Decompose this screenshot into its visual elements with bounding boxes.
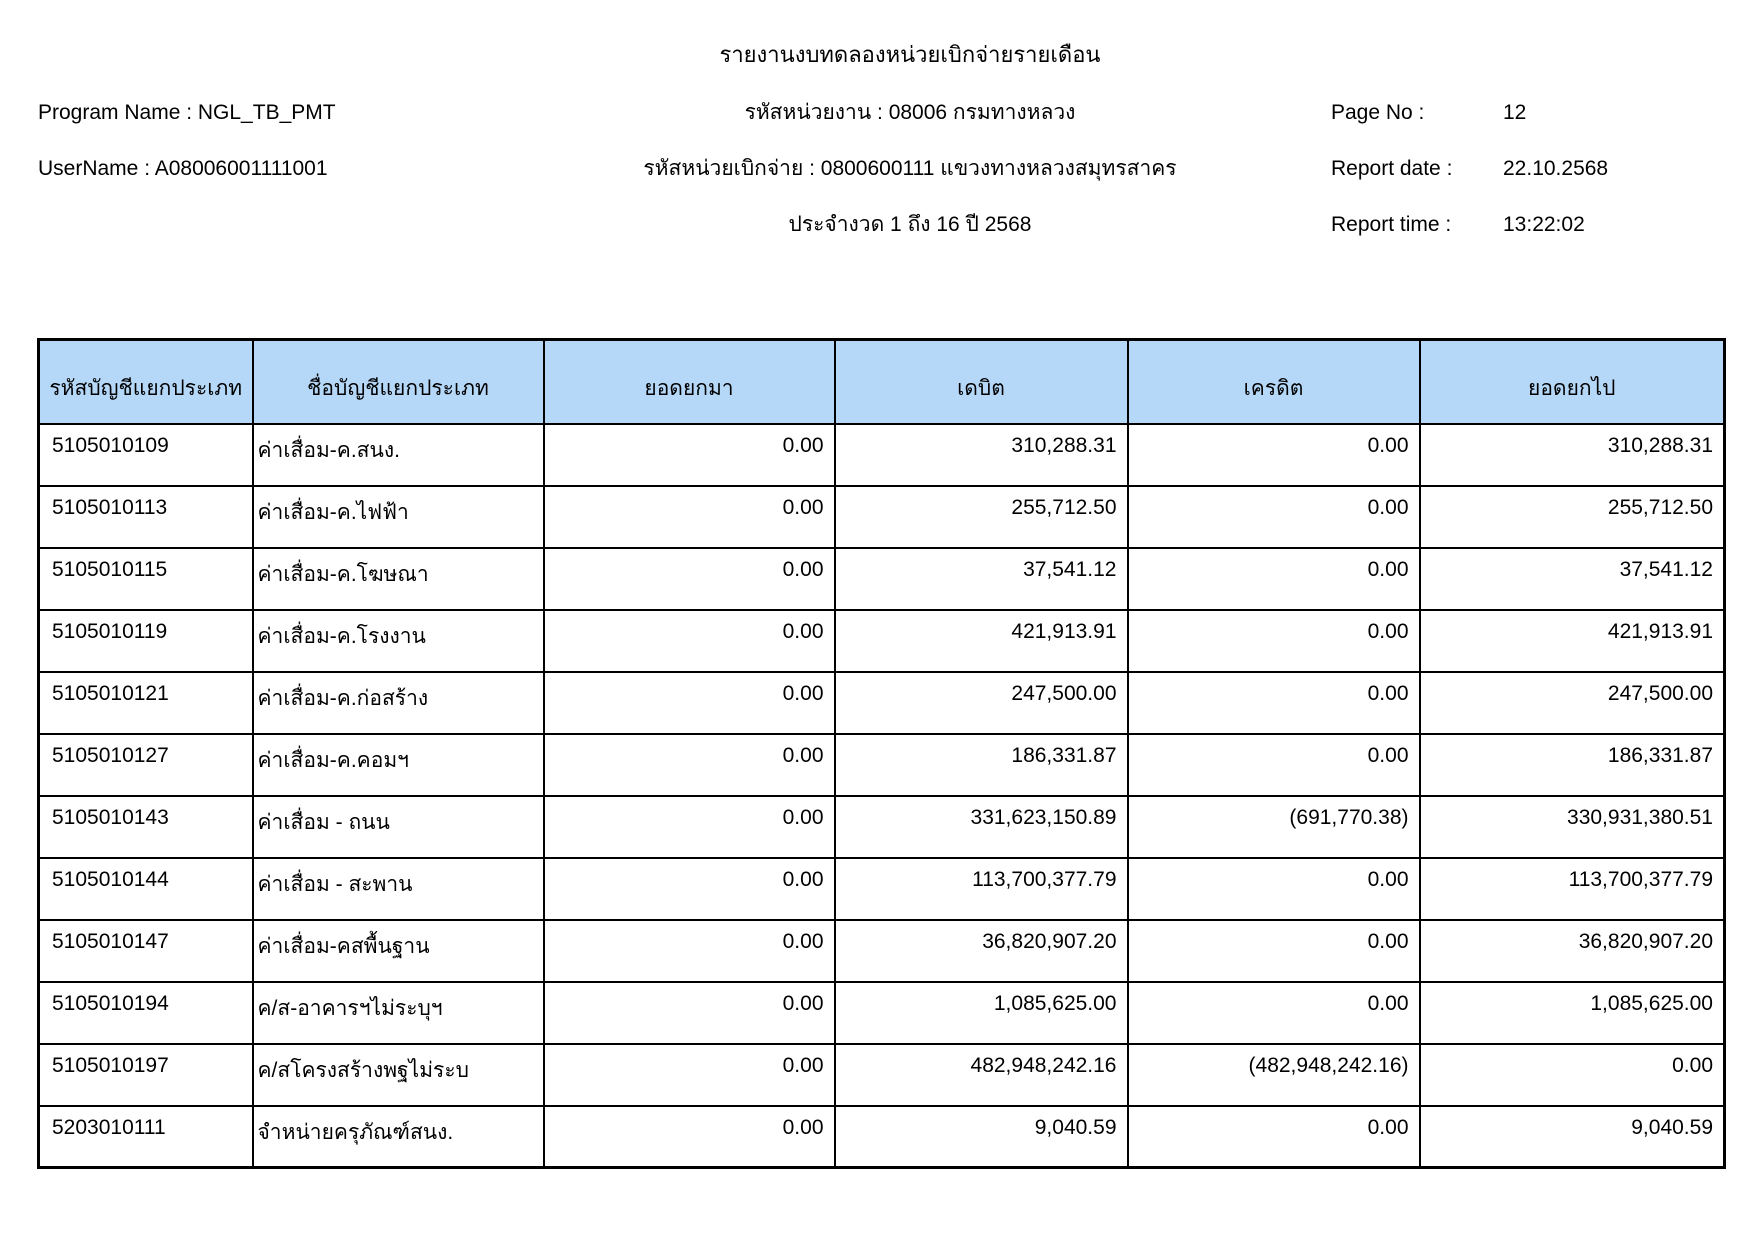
account-code-cell: 5105010121 [39,672,253,734]
balance-brought-forward-cell: 0.00 [544,920,835,982]
account-name-cell: ค่าเสื่อม-ค.โฆษณา [253,548,544,610]
account-code-cell: 5105010194 [39,982,253,1044]
report-date-label: Report date : [1331,157,1453,180]
account-code-cell: 5105010115 [39,548,253,610]
balance-brought-forward-cell: 0.00 [544,548,835,610]
credit-cell: 0.00 [1128,920,1420,982]
balance-brought-forward-cell: 0.00 [544,982,835,1044]
balance-brought-forward-cell: 0.00 [544,486,835,548]
debit-cell: 247,500.00 [835,672,1128,734]
trial-balance-table [37,338,1726,1169]
balance-brought-forward-cell: 0.00 [544,672,835,734]
table-row [39,796,1725,858]
debit-cell: 37,541.12 [835,548,1128,610]
report-date-value: 22.10.2568 [1503,157,1609,180]
credit-cell: (482,948,242.16) [1128,1044,1420,1106]
table-row [39,1044,1725,1106]
period-line: ประจำงวด 1 ถึง 16 ปี 2568 [788,213,1032,236]
balance-carried-forward-cell: 186,331.87 [1420,734,1725,796]
table-row [39,734,1725,796]
credit-cell: 0.00 [1128,424,1420,486]
balance-brought-forward-cell: 0.00 [544,610,835,672]
column-header-credit: เครดิต [1128,340,1420,424]
credit-cell: 0.00 [1128,1106,1420,1168]
balance-carried-forward-cell: 0.00 [1420,1044,1725,1106]
debit-cell: 255,712.50 [835,486,1128,548]
account-name-cell: ค่าเสื่อม-ค.สนง. [253,424,544,486]
column-header-debit: เดบิต [835,340,1128,424]
balance-carried-forward-cell: 247,500.00 [1420,672,1725,734]
account-name-cell: ค่าเสื่อม-ค.ไฟฟ้า [253,486,544,548]
credit-cell: 0.00 [1128,486,1420,548]
table-row [39,486,1725,548]
account-name-cell: ค/สโครงสร้างพฐไม่ระบ [253,1044,544,1106]
column-header-account-name: ชื่อบัญชีแยกประเภท [253,340,544,424]
debit-cell: 482,948,242.16 [835,1044,1128,1106]
page-title: รายงานงบทดลองหน่วยเบิกจ่ายรายเดือน [719,42,1101,67]
balance-brought-forward-cell: 0.00 [544,858,835,920]
account-name-cell: ค่าเสื่อม - ถนน [253,796,544,858]
balance-brought-forward-cell: 0.00 [544,424,835,486]
account-name-cell: ค่าเสื่อม-ค.คอมฯ [253,734,544,796]
column-header-account-code: รหัสบัญชีแยกประเภท [39,340,253,424]
balance-carried-forward-cell: 255,712.50 [1420,486,1725,548]
debit-cell: 421,913.91 [835,610,1128,672]
table-row [39,548,1725,610]
balance-carried-forward-cell: 36,820,907.20 [1420,920,1725,982]
balance-carried-forward-cell: 310,288.31 [1420,424,1725,486]
balance-carried-forward-cell: 421,913.91 [1420,610,1725,672]
credit-cell: 0.00 [1128,672,1420,734]
credit-cell: 0.00 [1128,610,1420,672]
account-code-cell: 5203010111 [39,1106,253,1168]
account-code-cell: 5105010147 [39,920,253,982]
balance-carried-forward-cell: 113,700,377.79 [1420,858,1725,920]
credit-cell: 0.00 [1128,734,1420,796]
balance-brought-forward-cell: 0.00 [544,1106,835,1168]
account-code-cell: 5105010127 [39,734,253,796]
debit-cell: 331,623,150.89 [835,796,1128,858]
agency-code-line: รหัสหน่วยงาน : 08006 กรมทางหลวง [744,101,1076,124]
account-name-cell: ค่าเสื่อม-ค.ก่อสร้าง [253,672,544,734]
account-code-cell: 5105010143 [39,796,253,858]
column-header-balance-brought-forward: ยอดยกมา [544,340,835,424]
balance-brought-forward-cell: 0.00 [544,734,835,796]
account-code-cell: 5105010119 [39,610,253,672]
account-name-cell: ค่าเสื่อม-ค.โรงงาน [253,610,544,672]
credit-cell: (691,770.38) [1128,796,1420,858]
credit-cell: 0.00 [1128,982,1420,1044]
program-name: Program Name : NGL_TB_PMT [38,101,336,124]
table-row [39,424,1725,486]
report-time-label: Report time : [1331,213,1452,236]
credit-cell: 0.00 [1128,858,1420,920]
debit-cell: 113,700,377.79 [835,858,1128,920]
debit-cell: 1,085,625.00 [835,982,1128,1044]
account-code-cell: 5105010144 [39,858,253,920]
report-time-value: 13:22:02 [1503,213,1585,236]
table-row [39,610,1725,672]
table-row [39,982,1725,1044]
balance-carried-forward-cell: 1,085,625.00 [1420,982,1725,1044]
table-row [39,1106,1725,1168]
account-code-cell: 5105010113 [39,486,253,548]
account-name-cell: จำหน่ายครุภัณฑ์สนง. [253,1106,544,1168]
account-code-cell: 5105010197 [39,1044,253,1106]
account-name-cell: ค/ส-อาคารฯไม่ระบุฯ [253,982,544,1044]
column-header-balance-carried-forward: ยอดยกไป [1420,340,1725,424]
page-no-label: Page No : [1331,101,1425,124]
disbursement-unit-line: รหัสหน่วยเบิกจ่าย : 0800600111 แขวงทางหลวงสมุทรสาคร [643,157,1177,180]
credit-cell: 0.00 [1128,548,1420,610]
debit-cell: 36,820,907.20 [835,920,1128,982]
balance-brought-forward-cell: 0.00 [544,1044,835,1106]
balance-carried-forward-cell: 9,040.59 [1420,1106,1725,1168]
table-header-row [39,340,1725,424]
debit-cell: 310,288.31 [835,424,1128,486]
table-row [39,920,1725,982]
debit-cell: 186,331.87 [835,734,1128,796]
username: UserName : A08006001111001 [38,157,328,180]
account-code-cell: 5105010109 [39,424,253,486]
account-name-cell: ค่าเสื่อม - สะพาน [253,858,544,920]
balance-carried-forward-cell: 37,541.12 [1420,548,1725,610]
table-row [39,672,1725,734]
page-no-value: 12 [1503,101,1527,124]
debit-cell: 9,040.59 [835,1106,1128,1168]
balance-brought-forward-cell: 0.00 [544,796,835,858]
account-name-cell: ค่าเสื่อม-คสพื้นฐาน [253,920,544,982]
table-row [39,858,1725,920]
balance-carried-forward-cell: 330,931,380.51 [1420,796,1725,858]
